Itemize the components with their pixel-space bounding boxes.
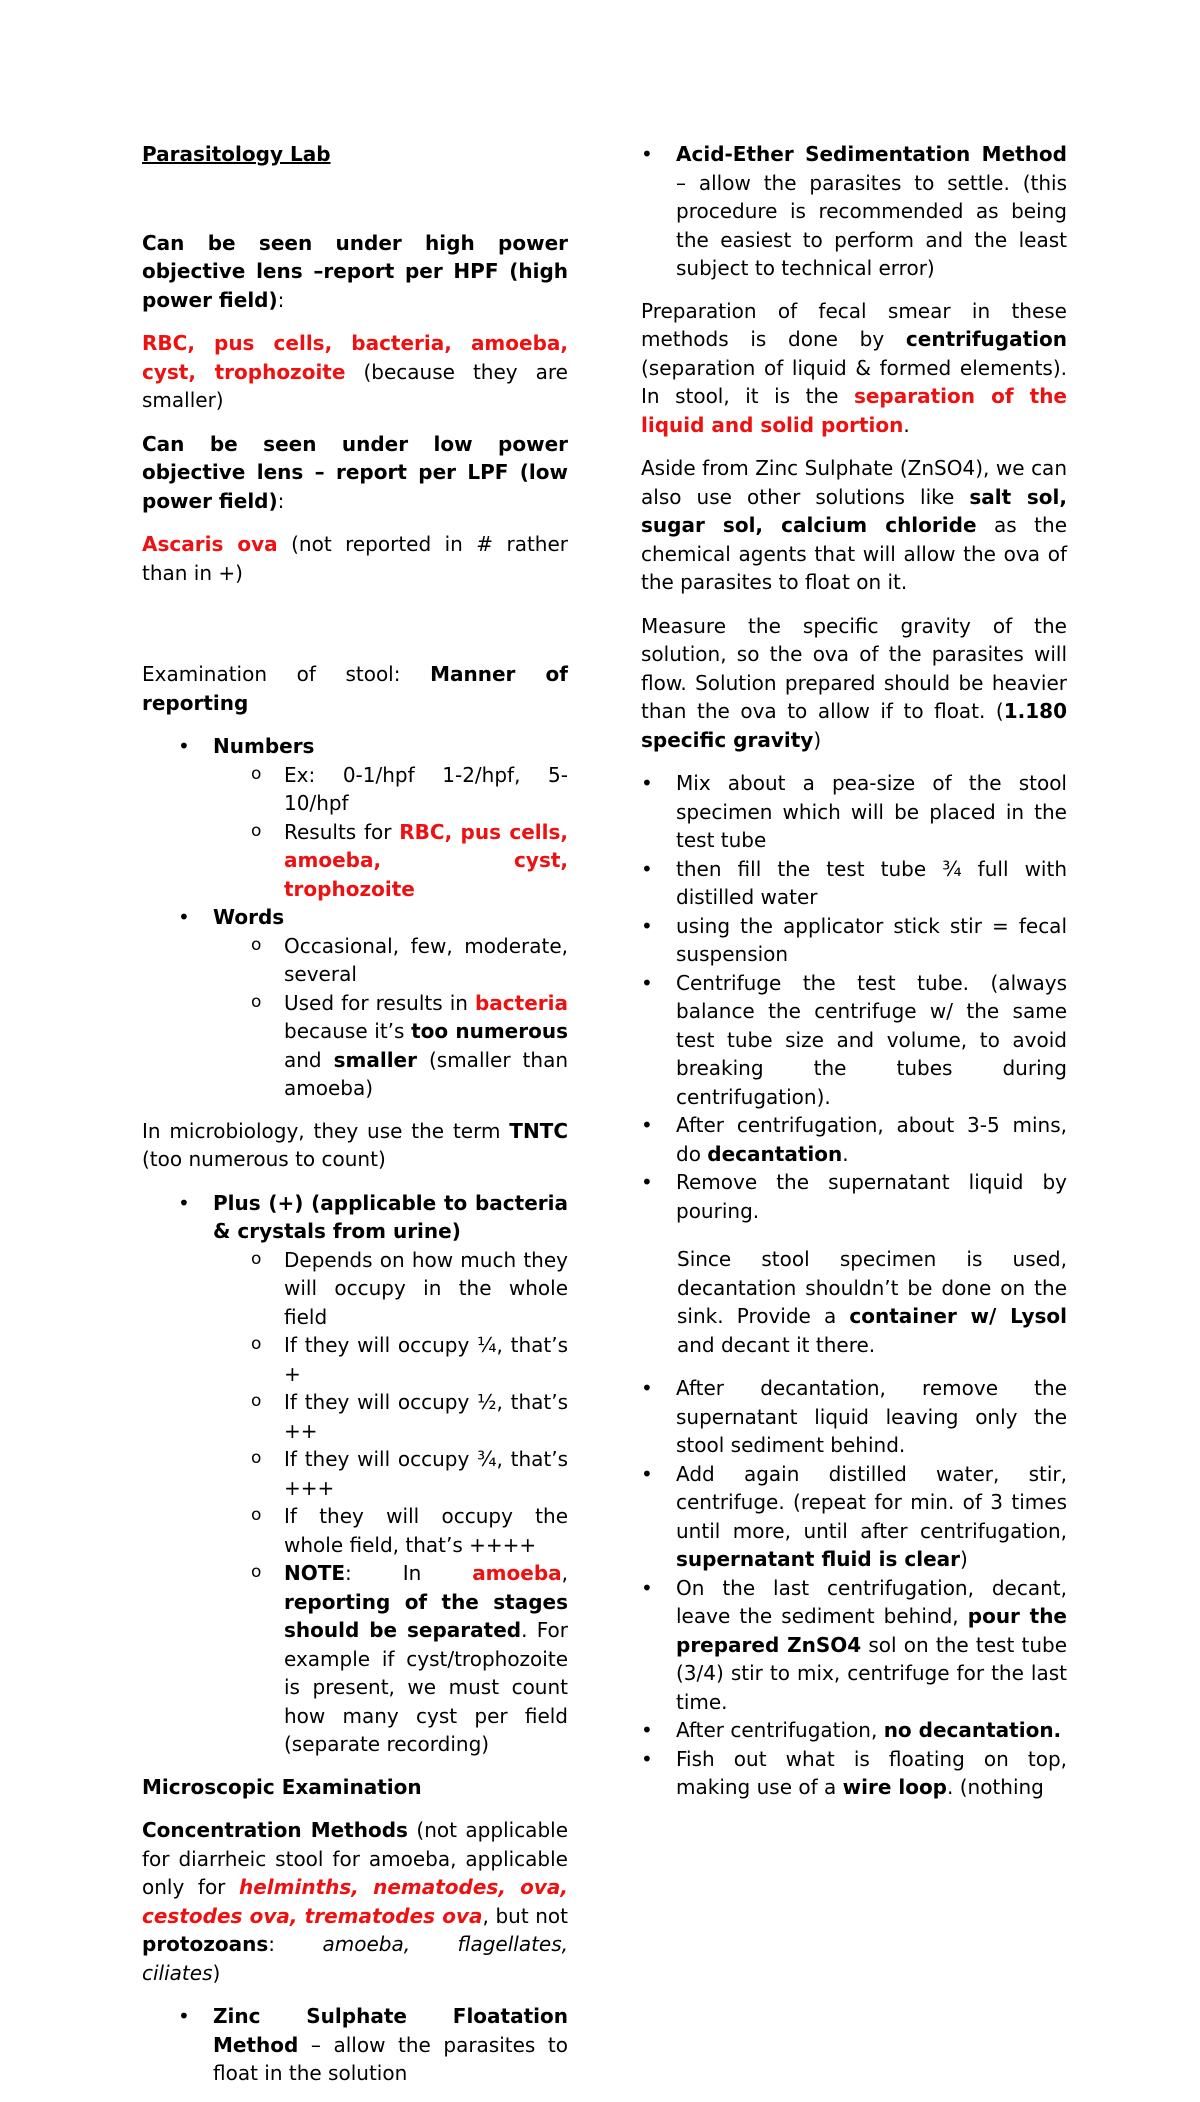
methods-list [142,2002,568,2088]
plus-list [142,1189,568,1759]
plus-sublist [213,1246,568,1759]
list-item-acid-ether: • Acid-Ether Sedimentation Method – allow the parasites to settle. (this procedure is recommended as being the easiest to perform and the least subject to technical error) [605,140,1067,283]
list-item-plus: • Plus (+) (applicable to bacteria & crystals from urine) o Depends on how much they will occupy in the whole field o If they will occupy ¼, that’s + o If they will occupy ½, that’s ++ o If they will occupy ¾, that’s +++ o If they will occupy the whole field, that’s ++++ o NOTE: In amoeba, reporting of the stages should be separated. For example if cyst/trophozoite is present, we must count how many cyst per field (separate recording) [142,1189,568,1759]
right-column [641,140,1067,1816]
hpf-heading: Can be seen under high power objective lens –report per HPF (high power field): [142,230,568,312]
left-column [142,140,568,2102]
microbiology-paragraph: In microbiology, they use the term TNTC (too numerous to count) [142,1118,568,1171]
list-item: o Ex: 0-1/hpf 1-2/hpf, 5-10/hpf [213,761,568,818]
decantation-list [605,1374,1067,1802]
reporting-list [142,732,568,1103]
lpf-items: Ascaris ova (not reported in # rather than in +) [142,532,568,585]
aside-paragraph: Aside from Zinc Sulphate (ZnSO4), we can also use other solutions like salt sol, sugar sol, calcium chloride as the chemical agents that will allow the ova of the parasites to float on it. [641,456,1068,594]
since-paragraph: Since stool specimen is used, decantation shouldn’t be done on the sink. Provide a container w/ Lysol and decant it there. [677,1247,1067,1357]
list-item-numbers: • Numbers o Ex: 0-1/hpf 1-2/hpf, 5-10/hpf o Results for RBC, pus cells, amoeba, cyst, trophozoite [142,732,568,903]
page-title: Parasitology Lab [142,142,331,166]
microscopic-heading: Microscopic Examination [142,1774,422,1799]
hpf-items: RBC, pus cells, bacteria, amoeba, cyst, trophozoite (because they are smaller) [142,331,568,412]
preparation-paragraph: Preparation of fecal smear in these methods is done by centrifugation (separation of liquid & formed elements). In stool, it is the separation of the liquid and solid portion. [641,298,1067,437]
numbers-sublist [213,761,568,904]
list-item: o Occasional, few, moderate, several [213,932,568,989]
list-item: o If they will occupy ¼, that’s + [213,1331,568,1388]
list-item: • After decantation, remove the supernatant liquid leaving only the stool sediment behind. [605,1374,1067,1460]
list-item-words: • Words o Occasional, few, moderate, several o Used for results in bacteria because it’s too numerous and smaller (smaller than amoeba) [142,903,568,1103]
list-item: • then fill the test tube ¾ full with distilled water [605,855,1067,912]
list-item: • On the last centrifugation, decant, leave the sediment behind, pour the prepared ZnSO4 sol on the test tube (3/4) stir to mix, centrifuge for the last time. [605,1574,1067,1717]
list-item-zinc: • Zinc Sulphate Floatation Method – allow the parasites to float in the solution [142,2002,568,2088]
list-item-note: o NOTE: In amoeba, reporting of the stages should be separated. For example if cyst/trophozoite is present, we must count how many cyst per field (separate recording) [213,1559,568,1759]
list-item: • Add again distilled water, stir, centrifuge. (repeat for min. of 3 times until more, until after centrifugation, supernatant fluid is clear) [605,1460,1067,1574]
list-item: o Used for results in bacteria because it’s too numerous and smaller (smaller than amoeba) [213,989,568,1103]
list-item: o Results for RBC, pus cells, amoeba, cyst, trophozoite [213,818,568,904]
list-item: • Mix about a pea-size of the stool specimen which will be placed in the test tube [605,769,1067,855]
list-item: • After centrifugation, no decantation. [605,1716,1067,1745]
methods-list-continued [605,140,1067,283]
list-item: o If they will occupy ½, that’s ++ [213,1388,568,1445]
lpf-heading: Can be seen under low power objective lens – report per LPF (low power field): [142,431,568,513]
list-item: • using the applicator stick stir = fecal suspension [605,912,1067,969]
list-item: • Remove the supernatant liquid by pouring. [605,1168,1067,1225]
list-item: • Fish out what is floating on top, making use of a wire loop. (nothing [605,1745,1067,1802]
steps-list [605,769,1067,1225]
list-item: • After centrifugation, about 3-5 mins, do decantation. [605,1111,1067,1168]
list-item: • Centrifuge the test tube. (always balance the centrifuge w/ the same test tube size and volume, to avoid breaking the tubes during centrifugation). [605,969,1067,1112]
list-item: o If they will occupy ¾, that’s +++ [213,1445,568,1502]
exam-intro: Examination of stool: Manner of reporting [142,662,568,715]
list-item: o If they will occupy the whole field, that’s ++++ [213,1502,568,1559]
words-sublist [213,932,568,1103]
list-item: o Depends on how much they will occupy in the whole field [213,1246,568,1332]
spacer [142,602,568,660]
measure-paragraph: Measure the specific gravity of the solution, so the ova of the parasites will flow. Solution prepared should be heavier than the ova to allow if to float. (1.180 specific gravity) [641,613,1067,752]
concentration-paragraph: Concentration Methods (not applicable for diarrheic stool for amoeba, applicable only for helminths, nematodes, ova, cestodes ova, trematodes ova, but not protozoans: amoeba, flagellates, ciliates) [142,1818,568,1985]
